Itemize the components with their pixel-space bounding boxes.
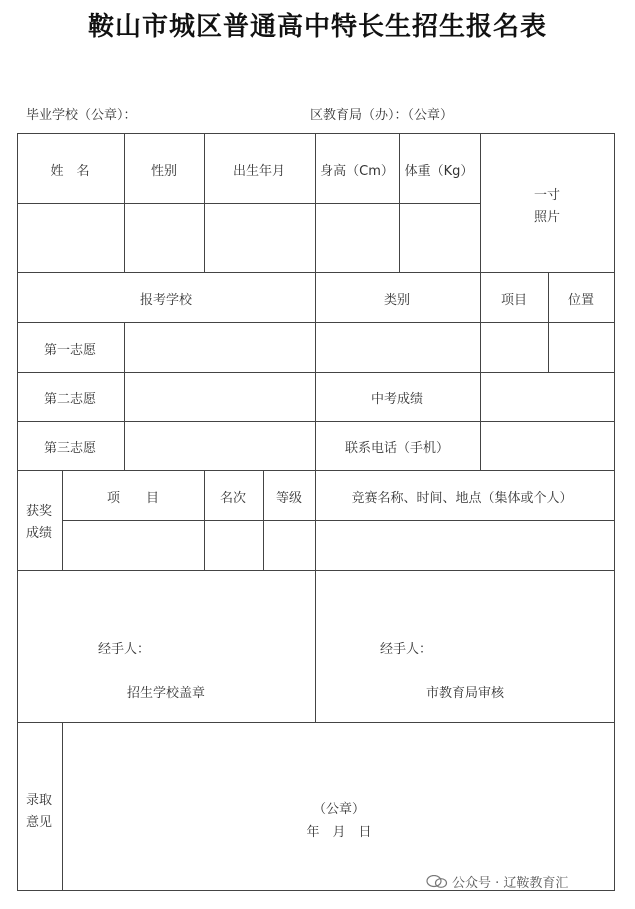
official-seal-label: （公章） [312,802,366,817]
bureau-review-label: 市教育局审核 [425,686,505,701]
third-choice-label: 第三志愿 [43,441,97,456]
awards-label-line2: 成绩 [25,526,53,541]
award-grade-header: 等级 [275,491,303,506]
award-item-header: 项 目 [106,491,160,506]
weight-header: 体重（Kg） [404,164,474,179]
category-header: 类别 [383,293,411,308]
exam-score-label: 中考成绩 [370,392,424,407]
watermark-text: 公众号 · 辽鞍教育汇 [452,876,569,891]
form-title: 鞍山市城区普通高中特长生招生报名表 [87,12,547,42]
awards-label-line1: 获奖 [25,504,53,519]
photo-label-line2: 照片 [533,210,561,225]
award-rank-header: 名次 [219,491,247,506]
admission-label-line2: 意见 [25,815,53,830]
name-header: 姓 名 [50,164,90,179]
height-header: 身高（Cm） [320,164,394,179]
photo-label-line1: 一寸 [533,188,561,203]
school-stamp-label: 招生学校盖章 [126,686,206,701]
wechat-icon [426,875,448,888]
position-header: 位置 [567,293,595,308]
graduation-school-stamp-label: 毕业学校（公章）： [26,108,137,123]
admission-label-line1: 录取 [25,793,53,808]
first-choice-label: 第一志愿 [43,343,97,358]
apply-school-header: 报考学校 [139,293,193,308]
second-choice-label: 第二志愿 [43,392,97,407]
school-handler-label: 经手人： [97,642,151,657]
competition-details-header: 竞赛名称、时间、地点（集体或个人） [351,491,573,506]
date-label: 年 月 日 [306,825,372,840]
district-bureau-stamp-label: 区教育局（办）：（公章） [310,108,454,123]
birth-date-header: 出生年月 [232,164,286,179]
bureau-handler-label: 经手人： [379,642,433,657]
item-header: 项目 [500,293,528,308]
gender-header: 性别 [150,164,178,179]
phone-label: 联系电话（手机） [344,441,450,456]
